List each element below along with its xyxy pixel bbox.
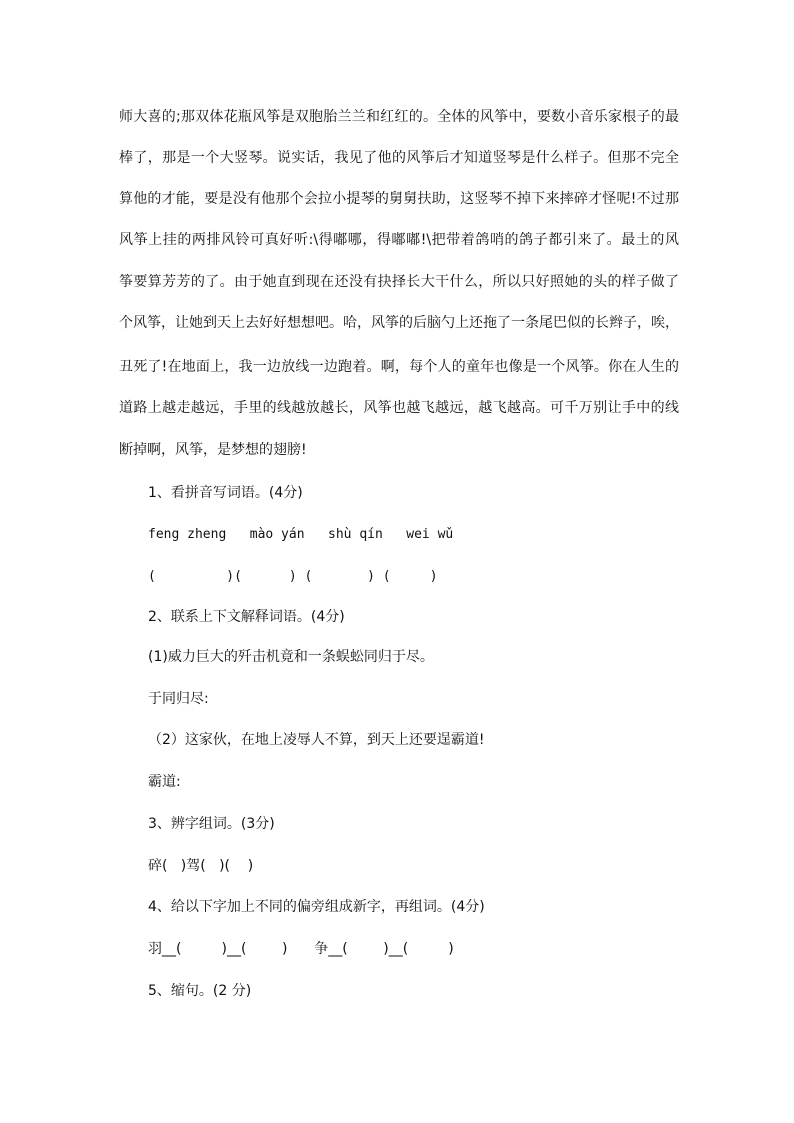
- question-1-title: 1、看拼音写词语。(4分): [148, 485, 303, 501]
- passage-line: 风筝上挂的两排风铃可真好听:\得嘟哪，得嘟嘟!\把带着鸽哨的鸽子都引来了。最土的风: [119, 232, 679, 248]
- passage-line: 棒了，那是一个大竖琴。说实话，我见了他的风筝后才知道竖琴是什么样子。但那不完全: [119, 150, 679, 166]
- passage-line: 丑死了!在地面上，我一边放线一边跑着。啊，每个人的童年也像是一个风筝。你在人生的: [119, 359, 679, 375]
- passage-line: 断掉啊，风筝，是梦想的翅膀!: [119, 442, 307, 458]
- question-1-blanks: ( )( ) ( ) ( ): [148, 569, 438, 584]
- question-3-title: 3、辨字组词。(3分): [148, 816, 275, 832]
- passage-line: 算他的才能，要是没有他那个会拉小提琴的舅舅扶助，这竖琴不掉下来摔碎才怪呢!不过那: [119, 191, 679, 207]
- question-2-sentence-2: （2）这家伙，在地上凌辱人不算，到天上还要逞霸道!: [148, 732, 485, 748]
- question-5-title: 5、缩句。(2 分): [148, 983, 252, 999]
- question-2-title: 2、联系上下文解释词语。(4分): [148, 609, 345, 625]
- question-3-blanks: 碎( )驾( )( ): [148, 858, 254, 874]
- question-4-title: 4、给以下字加上不同的偏旁组成新字，再组词。(4分): [148, 899, 485, 915]
- passage-line: 道路上越走越远，手里的线越放越长，风筝也越飞越远，越飞越高。可千万别让手中的线: [119, 400, 679, 416]
- passage-line: 师大喜的;那双体花瓶风筝是双胞胎兰兰和红红的。全体的风筝中，要数小音乐家根子的最: [119, 109, 679, 125]
- question-1-pinyin: feng zheng mào yán shù qín wei wǔ: [148, 527, 454, 542]
- passage-line: 筝要算芳芳的了。由于她直到现在还没有抉择长大干什么，所以只好照她的头的样子做了: [119, 274, 679, 290]
- question-2-answer-2: 霸道:: [148, 774, 181, 790]
- passage-line: 个风筝，让她到天上去好好想想吧。哈，风筝的后脑勺上还拖了一条尾巴似的长辫子，唉，: [119, 315, 679, 331]
- question-2-answer-1: 于同归尽:: [148, 691, 209, 707]
- question-4-blanks: 羽__( )__( ) 争__( )__( ): [148, 941, 454, 957]
- question-2-sentence-1: (1)威力巨大的歼击机竟和一条蜈蚣同归于尽。: [148, 649, 434, 665]
